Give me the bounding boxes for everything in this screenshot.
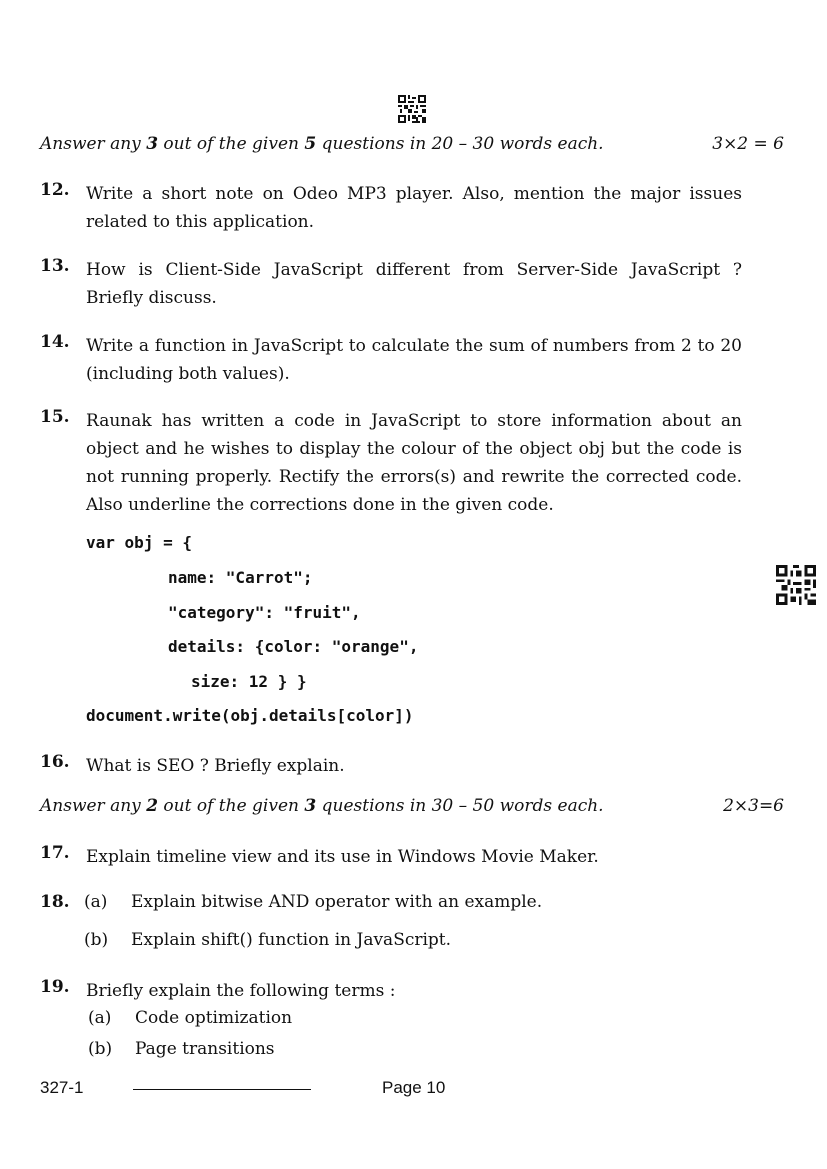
qr-code-icon — [776, 565, 816, 605]
code-line: size: 12 } } — [191, 672, 307, 691]
question-text: Briefly explain the following terms : — [86, 981, 396, 1001]
sub-question-a — [88, 1008, 738, 1036]
qr-code-icon — [398, 95, 426, 123]
question-text: Explain timeline view and its use in Windows Movie Maker. — [86, 847, 599, 867]
question-number: 13. — [40, 256, 70, 276]
question-number: 19. — [40, 977, 70, 997]
question-text: What is SEO ? Briefly explain. — [86, 756, 345, 776]
code-line: details: {color: "orange", — [168, 637, 419, 656]
sub-question-label: (a) — [88, 1008, 112, 1028]
code-line: var obj = { — [86, 533, 192, 552]
section-instruction-text: Answer any 2 out of the given 3 questions in 30 – 50 words each. — [40, 796, 604, 816]
section-marks: 3×2 = 6 — [712, 134, 784, 154]
sub-question-text: Explain shift() function in JavaScript. — [131, 930, 452, 950]
question-text: Raunak has written a code in JavaScript to store information about an object and he wishes to display the colour of the object obj but the code is not running properly. Rectify the errors(s) and rewrite the corrected code. Also underline the corrections done in the given code. — [86, 411, 742, 515]
section-instruction — [40, 796, 784, 816]
question-number: 12. — [40, 180, 70, 200]
question-number: 18. — [40, 892, 70, 912]
sub-question-a — [84, 892, 734, 920]
sub-question-text: Code optimization — [135, 1008, 293, 1028]
sub-question-label: (b) — [88, 1039, 113, 1059]
section-instruction-text: Answer any 3 out of the given 5 questions in 20 – 30 words each. — [40, 134, 604, 154]
question-text: How is Client-Side JavaScript different from Server-Side JavaScript ? Briefly discuss. — [86, 260, 742, 308]
code-line: document.write(obj.details[color]) — [86, 706, 414, 725]
question-number: 15. — [40, 407, 70, 427]
sub-question-label: (a) — [84, 892, 108, 912]
question-text: Write a short note on Odeo MP3 player. Also, mention the major issues related to this application. — [86, 184, 742, 232]
sub-question-label: (b) — [84, 930, 109, 950]
code-line: "category": "fruit", — [168, 603, 361, 622]
page-number: Page 10 — [382, 1078, 446, 1097]
section-instruction — [40, 134, 784, 154]
question-number: 17. — [40, 843, 70, 863]
question-number: 14. — [40, 332, 70, 352]
paper-code: 327-1 — [40, 1078, 84, 1097]
sub-question-b — [88, 1039, 738, 1067]
sub-question-b — [84, 930, 734, 958]
question-text: Write a function in JavaScript to calculate the sum of numbers from 2 to 20 (including both values). — [86, 336, 742, 384]
question-number: 16. — [40, 752, 70, 772]
sub-question-text: Explain bitwise AND operator with an example. — [131, 892, 543, 912]
sub-question-text: Page transitions — [135, 1039, 275, 1059]
code-line: name: "Carrot"; — [168, 568, 313, 587]
footer-divider — [133, 1089, 311, 1090]
section-marks: 2×3=6 — [723, 796, 784, 816]
